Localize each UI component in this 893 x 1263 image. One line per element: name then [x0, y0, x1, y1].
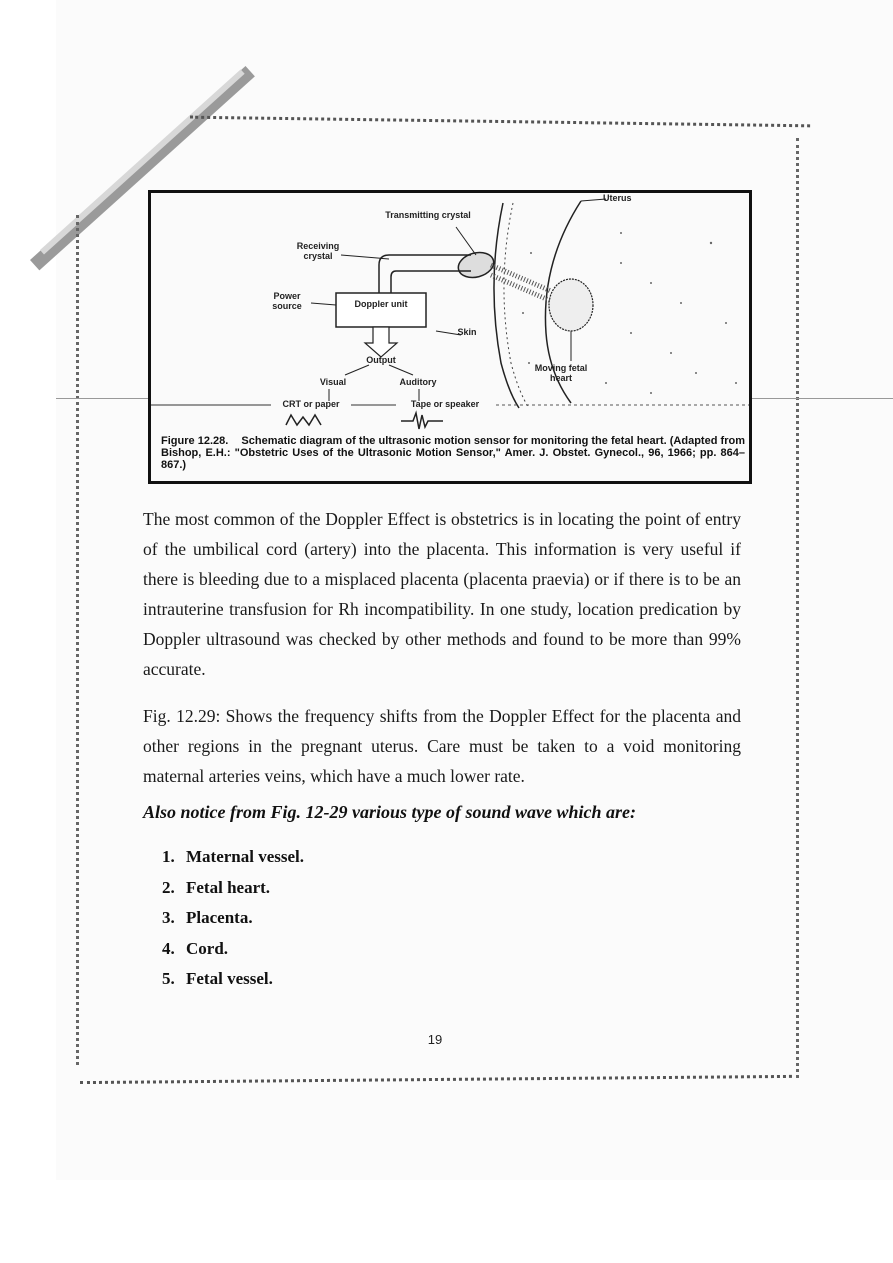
paragraph-1: The most common of the Doppler Effect is obstetrics is in locating the point of entry of the umbilical cord (artery) into the placenta. This information is very useful if there is bleeding due to a misplaced placenta (placenta praevia) or if there is to be an intrauterine transfusion for Rh incompatibility. In one study, location predication by Doppler ultrasound was checked by other methods and found to be more than 99% accurate.: [143, 509, 741, 679]
transmitting-pointer: [456, 227, 476, 255]
label-uterus: Uterus: [603, 193, 632, 203]
list-item-text: Placenta.: [186, 908, 253, 927]
list-item: [162, 934, 304, 965]
sound-wave-list: [162, 842, 304, 995]
caption-text: Schematic diagram of the ultrasonic motion sensor for monitoring the fetal heart. (Adapted from Bishop, E.H.: "Obstetric Uses of the Ultrasonic Motion Sensor," Amer. J. Obstet. Gynecol., 96, 1966; pp. 864–867.): [161, 435, 745, 471]
figure-12-28: [148, 190, 752, 484]
label-crt-or-paper: CRT or paper: [282, 399, 340, 409]
auditory-arrow: [389, 365, 413, 375]
paragraph-2: Fig. 12.29: Shows the frequency shifts from the Doppler Effect for the placenta and other regions in the pregnant uterus. Care must be taken to a void monitoring maternal arteries veins, which have a much lower rate.: [143, 706, 741, 786]
label-transmitting-crystal: Transmitting crystal: [385, 210, 471, 220]
list-item-text: Cord.: [186, 938, 229, 958]
label-visual: Visual: [319, 377, 347, 387]
label-moving-fetal-heart: Moving fetal heart: [534, 363, 588, 383]
label-receiving-crystal: Receiving crystal: [296, 241, 340, 261]
list-item-number: 4.: [162, 938, 175, 958]
list-item-text: Maternal vessel.: [186, 847, 305, 866]
subheading: Also notice from Fig. 12-29 various type of sound wave which are:: [143, 802, 637, 822]
speaker-waveform: [401, 413, 443, 429]
page-border-right: [796, 138, 803, 1078]
output-arrow: [365, 327, 397, 357]
label-skin: Skin: [457, 327, 477, 337]
list-item-number: 2.: [162, 877, 175, 897]
transducer-head: [456, 249, 497, 281]
photo-background: [0, 0, 56, 1263]
list-item-text: Fetal heart.: [186, 877, 271, 897]
list-item: [162, 903, 304, 934]
caption-number: Figure 12.28.: [161, 435, 229, 447]
list-item-number: 1.: [162, 847, 175, 866]
crt-waveform: [286, 415, 321, 425]
photo-background-bottom: [0, 1180, 893, 1263]
label-tape-or-speaker: Tape or speaker: [410, 399, 480, 409]
figure-caption: [161, 435, 745, 471]
transducer-cable: [379, 255, 471, 293]
list-item-number: 5.: [162, 969, 175, 988]
list-item: [162, 842, 304, 873]
skin-dots: [504, 203, 529, 408]
page-number: 19: [427, 1032, 443, 1047]
label-doppler-unit: Doppler unit: [354, 299, 408, 309]
label-output: Output: [366, 355, 396, 365]
list-item: [162, 964, 304, 995]
list-item: [162, 873, 304, 904]
label-auditory: Auditory: [399, 377, 437, 387]
visual-arrow: [345, 365, 369, 375]
list-item-text: Fetal vessel.: [186, 969, 273, 988]
page-border-left: [76, 215, 83, 1065]
list-item-number: 3.: [162, 908, 175, 927]
fetal-heart-shape: [549, 279, 593, 331]
label-power-source: Power source: [272, 291, 302, 311]
